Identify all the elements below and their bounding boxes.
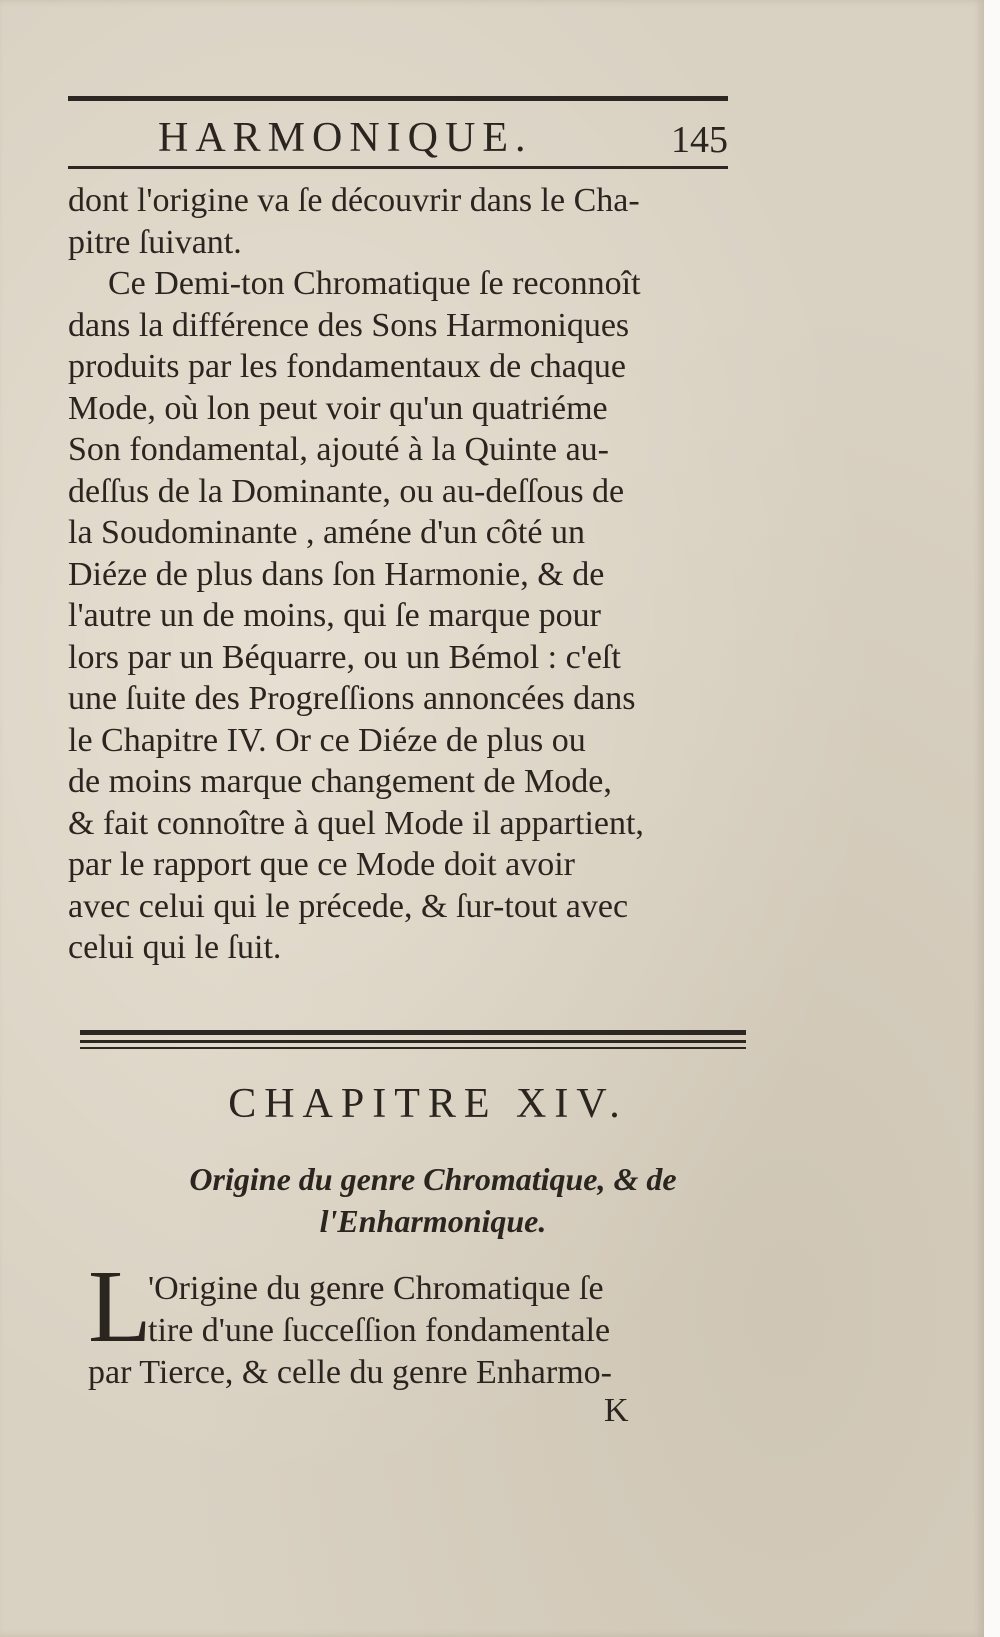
body-paragraphs	[68, 180, 734, 969]
text-line: le Chapitre IV. Or ce Diéze de plus ou	[68, 721, 586, 759]
chapter-opening-text	[88, 1268, 752, 1394]
subtitle-line: Origine du genre Chromatique, & de	[189, 1161, 677, 1197]
page-header	[68, 110, 728, 162]
text-line: dont l'origine va ſe découvrir dans le Cha-	[68, 182, 640, 219]
header-rule-bottom	[68, 166, 728, 169]
chapter-divider-rule	[80, 1030, 746, 1035]
text-line: Ce Demi-ton Chromatique ſe reconnoît	[108, 265, 641, 302]
text-line: par Tierce, & celle du genre Enharmo-	[88, 1354, 612, 1391]
signature-mark: K	[604, 1392, 629, 1429]
chapter-divider-rule	[80, 1040, 746, 1043]
text-line: de moins marque changement de Mode,	[68, 763, 612, 800]
text-line: Mode, où lon peut voir qu'un quatriéme	[68, 389, 608, 427]
drop-capital: L	[88, 1249, 152, 1364]
text-line: une ſuite des Progreſſions annoncées dans	[68, 680, 636, 717]
text-line: tire d'une ſucceſſion fondamentale	[148, 1312, 611, 1349]
chapter-divider-rule	[80, 1047, 746, 1049]
header-rule-top	[68, 96, 728, 101]
subtitle-line: l'Enharmonique.	[319, 1203, 547, 1239]
page-number: 145	[671, 119, 728, 161]
text-line: Son fondamental, ajouté à la Quinte au-	[68, 431, 609, 468]
text-line: Diéze de plus dans ſon Harmonie, & de	[68, 555, 605, 593]
chapter-heading: CHAPITRE XIV.	[228, 1081, 628, 1127]
text-line: deſſus de la Dominante, ou au-deſſous de	[68, 472, 625, 510]
text-line: 'Origine du genre Chromatique ſe	[148, 1270, 604, 1307]
text-line: la Soudominante , améne d'un côté un	[68, 514, 585, 551]
text-line: avec celui qui le précede, & ſur-tout avec	[68, 887, 629, 925]
running-title: HARMONIQUE.	[158, 115, 533, 161]
text-line: l'autre un de moins, qui ſe marque pour	[68, 597, 601, 634]
text-line: & fait connoître à quel Mode il appartient,	[68, 804, 644, 842]
chapter-subtitle	[118, 1158, 748, 1242]
text-line: par le rapport que ce Mode doit avoir	[68, 846, 575, 883]
text-line: lors par un Béquarre, ou un Bémol : c'eſt	[68, 638, 621, 676]
text-line: dans la différence des Sons Harmoniques	[68, 306, 630, 344]
text-line: produits par les fondamentaux de chaque	[68, 348, 626, 385]
text-line: pitre ſuivant.	[68, 223, 242, 261]
text-line: celui qui le ſuit.	[68, 929, 282, 966]
